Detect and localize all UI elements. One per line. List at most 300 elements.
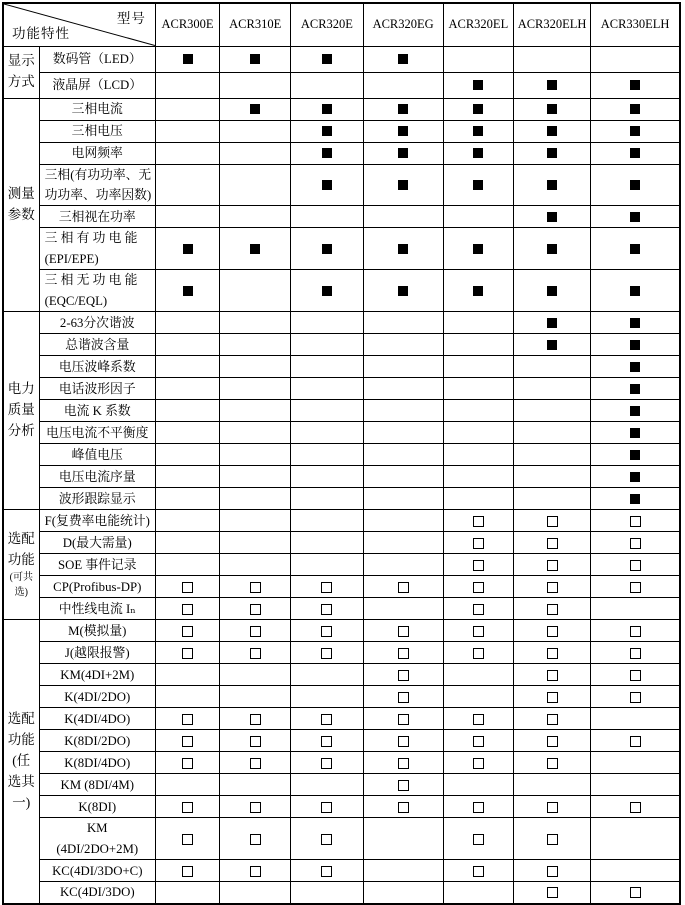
cell-empty <box>220 356 291 378</box>
feature-name-cell <box>39 532 155 554</box>
filled-square-icon <box>398 148 408 158</box>
hollow-square-icon <box>250 866 261 877</box>
filled-square-icon <box>398 244 408 254</box>
cell-standard <box>291 120 363 142</box>
table-row <box>3 164 680 206</box>
hollow-square-icon <box>473 516 484 527</box>
feature-name-cell <box>39 142 155 164</box>
filled-square-icon <box>322 104 332 114</box>
cell-optional <box>443 510 513 532</box>
filled-square-icon <box>630 428 640 438</box>
hollow-square-icon <box>398 802 409 813</box>
hollow-square-icon <box>321 626 332 637</box>
cell-empty <box>155 206 219 228</box>
cell-standard <box>591 334 680 356</box>
filled-square-icon <box>547 340 557 350</box>
cell-standard <box>591 72 680 98</box>
hollow-square-icon <box>473 714 484 725</box>
feature-name-line: M(模拟量) <box>68 623 127 638</box>
feature-name-cell <box>39 270 155 312</box>
cell-empty <box>363 532 443 554</box>
hollow-square-icon <box>630 582 641 593</box>
cell-empty <box>363 510 443 532</box>
cell-empty <box>443 664 513 686</box>
group-label-line: 测量 <box>7 185 35 201</box>
hollow-square-icon <box>630 626 641 637</box>
cell-optional <box>591 620 680 642</box>
cell-standard <box>363 270 443 312</box>
cell-empty <box>220 444 291 466</box>
cell-empty <box>220 422 291 444</box>
filled-square-icon <box>473 80 483 90</box>
cell-empty <box>155 444 219 466</box>
feature-name-line: 电网频率 <box>71 145 123 160</box>
filled-square-icon <box>547 148 557 158</box>
cell-standard <box>443 228 513 270</box>
cell-optional <box>443 818 513 860</box>
cell-optional <box>291 620 363 642</box>
model-header-acr320e: ACR320E <box>291 3 363 46</box>
cell-standard <box>591 400 680 422</box>
cell-standard <box>591 98 680 120</box>
filled-square-icon <box>322 244 332 254</box>
filled-square-icon <box>398 286 408 296</box>
filled-square-icon <box>322 126 332 136</box>
feature-name-line: 功功率、功率因数) <box>44 187 152 202</box>
cell-empty <box>363 488 443 510</box>
cell-empty <box>220 532 291 554</box>
cell-optional <box>155 576 219 598</box>
hollow-square-icon <box>398 758 409 769</box>
cell-standard <box>363 98 443 120</box>
table-row <box>3 400 680 422</box>
table-row <box>3 270 680 312</box>
cell-optional <box>155 860 219 882</box>
hollow-square-icon <box>473 626 484 637</box>
filled-square-icon <box>630 494 640 504</box>
group-label-line: (任 <box>12 753 31 769</box>
hollow-square-icon <box>630 560 641 571</box>
cell-empty <box>155 554 219 576</box>
filled-square-icon <box>322 148 332 158</box>
feature-name-cell <box>39 98 155 120</box>
cell-optional <box>155 730 219 752</box>
cell-standard <box>363 46 443 72</box>
hollow-square-icon <box>630 670 641 681</box>
hollow-square-icon <box>250 648 261 659</box>
cell-empty <box>363 860 443 882</box>
cell-empty <box>291 72 363 98</box>
filled-square-icon <box>547 126 557 136</box>
cell-empty <box>155 142 219 164</box>
cell-optional <box>291 576 363 598</box>
filled-square-icon <box>630 286 640 296</box>
feature-name-cell <box>39 598 155 620</box>
cell-optional <box>291 860 363 882</box>
filled-square-icon <box>183 54 193 64</box>
cell-standard <box>513 228 590 270</box>
hollow-square-icon <box>547 834 558 845</box>
hollow-square-icon <box>547 758 558 769</box>
feature-name-line: 中性线电流 Iₙ <box>58 601 136 616</box>
filled-square-icon <box>630 472 640 482</box>
hollow-square-icon <box>250 736 261 747</box>
feature-name-cell <box>39 400 155 422</box>
cell-empty <box>155 164 219 206</box>
cell-empty <box>220 378 291 400</box>
feature-name-cell <box>39 686 155 708</box>
feature-name-line: 电压波峰系数 <box>58 359 136 374</box>
hollow-square-icon <box>398 648 409 659</box>
feature-name-line: K(8DI/2DO) <box>64 733 131 748</box>
cell-empty <box>155 334 219 356</box>
cell-optional <box>220 620 291 642</box>
cell-empty <box>513 46 590 72</box>
cell-optional <box>220 818 291 860</box>
cell-standard <box>363 228 443 270</box>
cell-standard <box>591 444 680 466</box>
cell-empty <box>443 774 513 796</box>
filled-square-icon <box>398 104 408 114</box>
feature-name-line: 三相电压 <box>71 123 123 138</box>
filled-square-icon <box>183 244 193 254</box>
feature-name-line: 波形跟踪显示 <box>58 491 136 506</box>
cell-optional <box>363 752 443 774</box>
hollow-square-icon <box>182 582 193 593</box>
cell-empty <box>291 206 363 228</box>
hollow-square-icon <box>630 736 641 747</box>
hollow-square-icon <box>398 670 409 681</box>
feature-name-cell <box>39 774 155 796</box>
cell-standard <box>513 206 590 228</box>
filled-square-icon <box>250 104 260 114</box>
group-label-1 <box>3 98 39 312</box>
cell-standard <box>513 334 590 356</box>
feature-name-cell <box>39 752 155 774</box>
model-header-acr320eg: ACR320EG <box>363 3 443 46</box>
cell-standard <box>513 312 590 334</box>
group-label-0 <box>3 46 39 98</box>
hollow-square-icon <box>398 780 409 791</box>
hollow-square-icon <box>630 648 641 659</box>
group-label-4 <box>3 620 39 904</box>
cell-optional <box>291 598 363 620</box>
cell-optional <box>513 860 590 882</box>
group-label-line: 选) <box>14 586 28 598</box>
cell-empty <box>513 444 590 466</box>
hollow-square-icon <box>182 758 193 769</box>
feature-name-line: KC(4DI/3DO+C) <box>52 863 143 878</box>
cell-optional <box>291 796 363 818</box>
cell-empty <box>155 532 219 554</box>
hollow-square-icon <box>547 736 558 747</box>
cell-optional <box>591 664 680 686</box>
hollow-square-icon <box>473 538 484 549</box>
cell-standard <box>591 206 680 228</box>
cell-empty <box>155 774 219 796</box>
hollow-square-icon <box>321 834 332 845</box>
feature-name-cell <box>39 488 155 510</box>
hollow-square-icon <box>321 648 332 659</box>
filled-square-icon <box>547 286 557 296</box>
cell-empty <box>591 752 680 774</box>
cell-optional <box>591 554 680 576</box>
feature-name-line: D(最大需量) <box>62 535 132 550</box>
cell-empty <box>363 400 443 422</box>
cell-standard <box>443 98 513 120</box>
cell-empty <box>220 686 291 708</box>
hollow-square-icon <box>250 758 261 769</box>
corner-header-cell <box>3 3 155 46</box>
feature-name-cell <box>39 708 155 730</box>
table-row <box>3 206 680 228</box>
hollow-square-icon <box>547 516 558 527</box>
hollow-square-icon <box>250 802 261 813</box>
cell-optional <box>591 642 680 664</box>
cell-optional <box>591 796 680 818</box>
table-row <box>3 642 680 664</box>
hollow-square-icon <box>182 604 193 615</box>
cell-empty <box>443 312 513 334</box>
filled-square-icon <box>547 318 557 328</box>
table-row <box>3 356 680 378</box>
hollow-square-icon <box>547 604 558 615</box>
cell-optional <box>155 708 219 730</box>
filled-square-icon <box>322 286 332 296</box>
table-row <box>3 312 680 334</box>
hollow-square-icon <box>630 538 641 549</box>
cell-empty <box>513 488 590 510</box>
cell-empty <box>291 466 363 488</box>
filled-square-icon <box>183 286 193 296</box>
cell-optional <box>513 796 590 818</box>
table-row <box>3 598 680 620</box>
cell-standard <box>591 488 680 510</box>
cell-empty <box>291 400 363 422</box>
hollow-square-icon <box>630 692 641 703</box>
group-label-line: 显示 <box>7 53 35 69</box>
cell-empty <box>220 312 291 334</box>
cell-optional <box>155 818 219 860</box>
cell-empty <box>591 598 680 620</box>
cell-optional <box>363 796 443 818</box>
feature-name-line: 三相视在功率 <box>58 209 136 224</box>
product-feature-comparison-table <box>2 2 681 905</box>
group-label-3 <box>3 510 39 620</box>
table-row <box>3 142 680 164</box>
cell-standard <box>155 228 219 270</box>
hollow-square-icon <box>182 648 193 659</box>
cell-empty <box>443 356 513 378</box>
group-label-line: 选配 <box>7 531 35 547</box>
cell-standard <box>591 270 680 312</box>
cell-empty <box>591 708 680 730</box>
cell-empty <box>443 422 513 444</box>
cell-standard <box>363 142 443 164</box>
feature-name-line: CP(Profibus-DP) <box>53 579 142 594</box>
cell-standard <box>363 164 443 206</box>
feature-name-line: (EQC/EQL) <box>44 293 108 308</box>
feature-name-line: 电话波形因子 <box>58 381 136 396</box>
feature-name-cell <box>39 444 155 466</box>
feature-name-cell <box>39 356 155 378</box>
cell-optional <box>220 752 291 774</box>
cell-optional <box>291 708 363 730</box>
model-header-acr310e: ACR310E <box>220 3 291 46</box>
feature-name-cell <box>39 334 155 356</box>
filled-square-icon <box>473 244 483 254</box>
cell-optional <box>443 576 513 598</box>
cell-empty <box>513 466 590 488</box>
cell-optional <box>513 708 590 730</box>
hollow-square-icon <box>182 736 193 747</box>
cell-optional <box>220 730 291 752</box>
cell-optional <box>513 818 590 860</box>
table-row <box>3 554 680 576</box>
filled-square-icon <box>473 286 483 296</box>
filled-square-icon <box>547 80 557 90</box>
cell-optional <box>513 576 590 598</box>
cell-optional <box>291 730 363 752</box>
cell-optional <box>513 664 590 686</box>
filled-square-icon <box>630 406 640 416</box>
cell-optional <box>363 664 443 686</box>
filled-square-icon <box>398 180 408 190</box>
cell-empty <box>291 532 363 554</box>
cell-empty <box>513 356 590 378</box>
hollow-square-icon <box>547 648 558 659</box>
cell-empty <box>443 206 513 228</box>
table-row <box>3 466 680 488</box>
cell-empty <box>443 686 513 708</box>
feature-name-line: 电流 K 系数 <box>63 403 131 418</box>
cell-empty <box>363 554 443 576</box>
table-row <box>3 796 680 818</box>
feature-name-line: KM (8DI/4M) <box>60 777 135 792</box>
hollow-square-icon <box>547 560 558 571</box>
filled-square-icon <box>473 148 483 158</box>
hollow-square-icon <box>398 582 409 593</box>
cell-empty <box>155 510 219 532</box>
cell-empty <box>363 444 443 466</box>
cell-standard <box>155 46 219 72</box>
feature-name-line: F(复费率电能统计) <box>44 513 150 528</box>
feature-name-line: (4DI/2DO+2M) <box>56 841 139 856</box>
table-row <box>3 620 680 642</box>
hollow-square-icon <box>398 692 409 703</box>
feature-name-cell <box>39 378 155 400</box>
cell-empty <box>363 312 443 334</box>
table-row <box>3 98 680 120</box>
cell-empty <box>443 466 513 488</box>
cell-standard <box>591 356 680 378</box>
cell-empty <box>443 488 513 510</box>
feature-name-cell <box>39 164 155 206</box>
hollow-square-icon <box>473 648 484 659</box>
cell-standard <box>220 228 291 270</box>
feature-name-cell <box>39 620 155 642</box>
cell-standard <box>443 142 513 164</box>
cell-empty <box>155 466 219 488</box>
hollow-square-icon <box>250 604 261 615</box>
table-row <box>3 422 680 444</box>
cell-empty <box>220 120 291 142</box>
filled-square-icon <box>250 244 260 254</box>
cell-optional <box>513 752 590 774</box>
table-row <box>3 686 680 708</box>
hollow-square-icon <box>398 626 409 637</box>
cell-standard <box>591 312 680 334</box>
feature-name-cell <box>39 120 155 142</box>
cell-empty <box>220 142 291 164</box>
cell-optional <box>155 598 219 620</box>
filled-square-icon <box>630 104 640 114</box>
cell-optional <box>513 532 590 554</box>
hollow-square-icon <box>182 866 193 877</box>
cell-optional <box>513 642 590 664</box>
cell-optional <box>443 796 513 818</box>
filled-square-icon <box>398 126 408 136</box>
feature-name-line: 三相电流 <box>71 101 123 116</box>
cell-standard <box>291 270 363 312</box>
cell-empty <box>591 818 680 860</box>
feature-name-cell <box>39 576 155 598</box>
cell-optional <box>513 620 590 642</box>
cell-optional <box>591 686 680 708</box>
cell-empty <box>363 466 443 488</box>
hollow-square-icon <box>547 670 558 681</box>
cell-empty <box>220 774 291 796</box>
feature-name-line: KM <box>86 821 108 836</box>
cell-standard <box>591 142 680 164</box>
cell-standard <box>220 46 291 72</box>
cell-optional <box>363 642 443 664</box>
cell-empty <box>291 774 363 796</box>
cell-empty <box>513 422 590 444</box>
cell-empty <box>363 818 443 860</box>
cell-empty <box>220 488 291 510</box>
feature-name-line: KC(4DI/3DO) <box>59 885 135 900</box>
cell-standard <box>291 142 363 164</box>
cell-empty <box>220 664 291 686</box>
feature-name-line: 三 相 无 功 电 能 <box>44 273 138 288</box>
cell-empty <box>443 46 513 72</box>
cell-empty <box>291 422 363 444</box>
cell-optional <box>291 642 363 664</box>
hollow-square-icon <box>182 714 193 725</box>
cell-empty <box>220 206 291 228</box>
feature-name-line: K(4DI/4DO) <box>64 711 131 726</box>
cell-standard <box>591 120 680 142</box>
table-row <box>3 334 680 356</box>
feature-name-cell <box>39 422 155 444</box>
cell-optional <box>591 532 680 554</box>
hollow-square-icon <box>473 560 484 571</box>
cell-standard <box>591 422 680 444</box>
group-label-line: 功能 <box>7 552 35 568</box>
hollow-square-icon <box>473 604 484 615</box>
cell-empty <box>220 400 291 422</box>
cell-empty <box>291 488 363 510</box>
cell-optional <box>591 576 680 598</box>
feature-name-line: 三相(有功功率、无 <box>44 167 152 182</box>
cell-optional <box>363 774 443 796</box>
filled-square-icon <box>630 244 640 254</box>
cell-optional <box>443 598 513 620</box>
cell-standard <box>513 98 590 120</box>
hollow-square-icon <box>182 626 193 637</box>
cell-empty <box>443 334 513 356</box>
